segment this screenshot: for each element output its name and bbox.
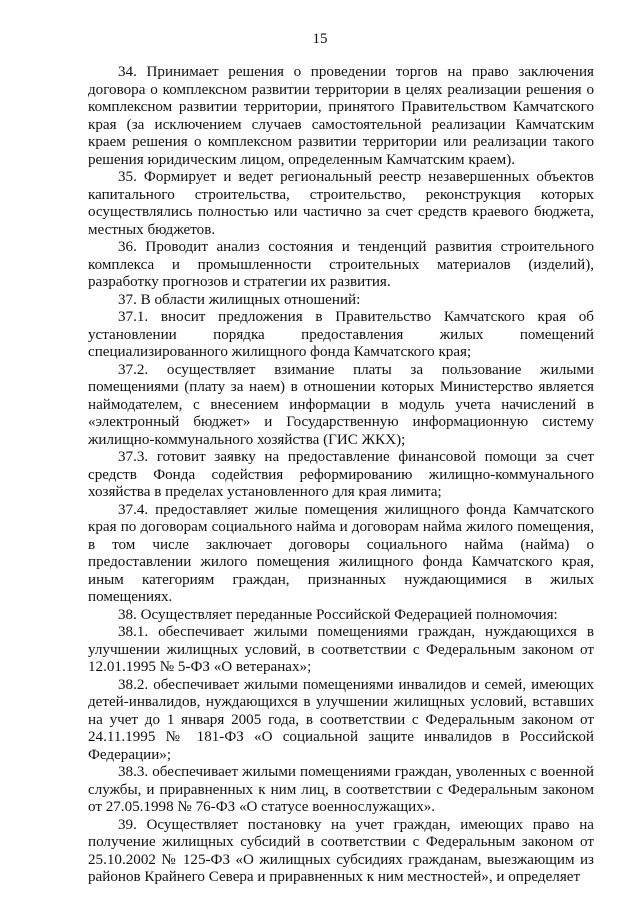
page-number: 15 [312, 31, 328, 47]
paragraph-39: 39. Осуществляет постановку на учет граждан, имеющих право на получение жилищных субсидий в соответствии с Федеральным законом от 25.10.2002 № 125-ФЗ «О жилищных субсидиях гражданам, выезжающим из районов Крайнего Севера и приравненных к ним местностей», и определяет [88, 816, 594, 885]
paragraph-37: 37. В области жилищных отношений: [118, 291, 361, 308]
paragraph-37-1: 37.1. вносит предложения в Правительство Камчатского края об установлении порядка предоставления жилых помещений специализированного жилищного фонда Камчатского края; [88, 309, 594, 360]
document-body [88, 64, 594, 887]
paragraph-35: 35. Формирует и ведет региональный реестр незавершенных объектов капитального строительства, строительство, реконструкция которых осуществлялись полностью или частично за счет средств краевого бюджета, местных бюджетов. [88, 169, 594, 238]
paragraph-38-2: 38.2. обеспечивает жилыми помещениями инвалидов и семей, имеющих детей-инвалидов, нуждающихся в улучшении жилищных условий, вставших на учет до 1 января 2005 года, в соответствии с Федеральным законом от 24.11.1995 № 181-ФЗ «О социальной защите инвалидов в Российской Федерации»; [88, 676, 594, 763]
paragraph-38-3: 38.3. обеспечивает жилыми помещениями граждан, уволенных с военной службы, и приравненных к ним лиц, в соответствии с Федеральным законом от 27.05.1998 № 76-ФЗ «О статусе военнослужащих». [88, 764, 594, 815]
paragraph-36: 36. Проводит анализ состояния и тенденций развития строительного комплекса и промышленности строительных материалов (изделий), разработку прогнозов и стратегии их развития. [88, 239, 594, 290]
paragraph-34: 34. Принимает решения о проведении торгов на право заключения договора о комплексном развитии территории в целях реализации решения о комплексном развитии территории, принятого Правительством Камчатского края (за исключением случаев самостоятельной реализации Камчатским краем решения о комплексном развитии территории или реализации такого решения юридическим лицом, определенным Камчатским краем). [88, 64, 594, 168]
paragraph-38: 38. Осуществляет переданные Российской Федерацией полномочия: [118, 606, 558, 623]
paragraph-37-3: 37.3. готовит заявку на предоставление финансовой помощи за счет средств Фонда содействия реформированию жилищно-коммунального хозяйства в пределах установленного для края лимита; [88, 449, 594, 500]
paragraph-37-2: 37.2. осуществляет взимание платы за пользование жилыми помещениями (плату за наем) в отношении которых Министерство является наймодателем, с внесением информации в модуль учета начислений в «электронный бюджет» и Государственную информационную систему жилищно-коммунального хозяйства (ГИС ЖКХ); [88, 361, 594, 448]
paragraph-38-1: 38.1. обеспечивает жилыми помещениями граждан, нуждающихся в улучшении жилищных условий, в соответствии с Федеральным законом от 12.01.1995 № 5-ФЗ «О ветеранах»; [88, 624, 594, 675]
paragraph-37-4: 37.4. предоставляет жилые помещения жилищного фонда Камчатского края по договорам социального найма и договорам найма жилого помещения, в том числе заключает договоры социального найма (найма) о предоставлении жилого помещения жилищного фонда Камчатского края, иным категориям граждан, признанных нуждающимися в жилых помещениях. [88, 501, 594, 605]
